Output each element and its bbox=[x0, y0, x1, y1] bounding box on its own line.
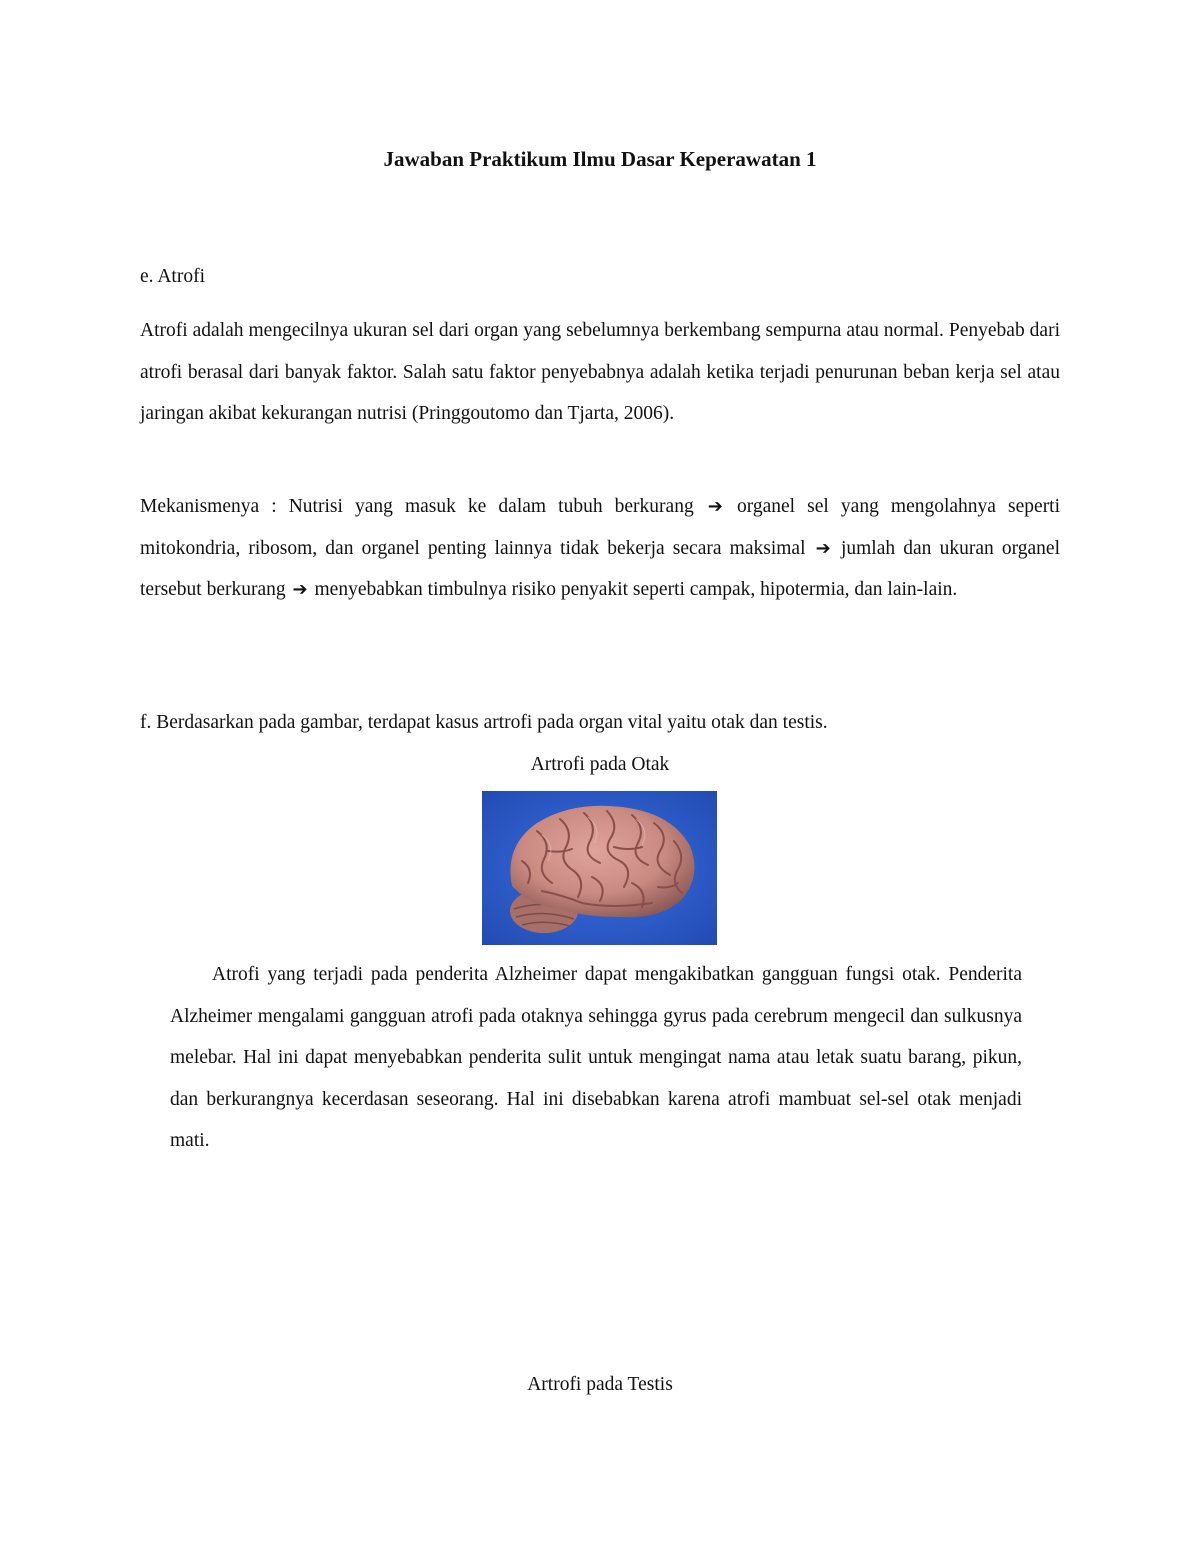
section-f-heading: f. Berdasarkan pada gambar, terdapat kasus artrofi pada organ vital yaitu otak dan testis. bbox=[140, 712, 828, 733]
arrow-right-icon: ➔ bbox=[292, 579, 308, 600]
cerebrum bbox=[510, 806, 694, 917]
arrow-right-icon: ➔ bbox=[815, 537, 831, 559]
arrow-right-icon: ➔ bbox=[707, 496, 723, 517]
mechanism-part-2: organel sel yang mengolahnya seperti mitokondria, ribosom, dan organel penting lainnya tidak bekerja secara maksimal bbox=[140, 496, 1061, 559]
brain-illustration bbox=[482, 791, 717, 945]
alzheimer-paragraph: Atrofi yang terjadi pada penderita Alzheimer dapat mengakibatkan gangguan fungsi otak. Penderita Alzheimer mengalami gangguan atrofi pada otaknya sehingga gyrus pada cerebrum mengecil dan sulkusnya melebar. Hal ini dapat menyebabkan penderita sulit untuk mengingat nama atau letak suatu barang, pikun, dan berkurangnya kecerdasan seseorang. Hal ini disebabkan karena atrofi mambuat sel-sel otak menjadi mati. bbox=[170, 964, 1022, 1151]
mechanism-part-4: menyebabkan timbulnya risiko penyakit seperti campak, hipotermia, dan lain-lain. bbox=[314, 579, 958, 600]
section-e-heading: e. Atrofi bbox=[140, 266, 205, 287]
mechanism-part-3: jumlah dan ukuran organel tersebut berkurang bbox=[140, 537, 1061, 600]
mechanism-paragraph bbox=[140, 486, 1060, 611]
brain-caption: Artrofi pada Otak bbox=[530, 754, 670, 775]
testis-caption: Artrofi pada Testis bbox=[527, 1374, 673, 1395]
mechanism-part-1: Mekanismenya : Nutrisi yang masuk ke dalam tubuh berkurang bbox=[140, 496, 694, 517]
atrofi-definition-paragraph: Atrofi adalah mengecilnya ukuran sel dari organ yang sebelumnya berkembang sempurna atau normal. Penyebab dari atrofi berasal dari banyak faktor. Salah satu faktor penyebabnya adalah ketika terjadi penurunan beban kerja sel atau jaringan akibat kekurangan nutrisi (Pringgoutomo dan Tjarta, 2006). bbox=[140, 320, 1060, 424]
document-title: Jawaban Praktikum Ilmu Dasar Keperawatan 1 bbox=[383, 147, 817, 171]
brain-photo bbox=[482, 791, 717, 945]
